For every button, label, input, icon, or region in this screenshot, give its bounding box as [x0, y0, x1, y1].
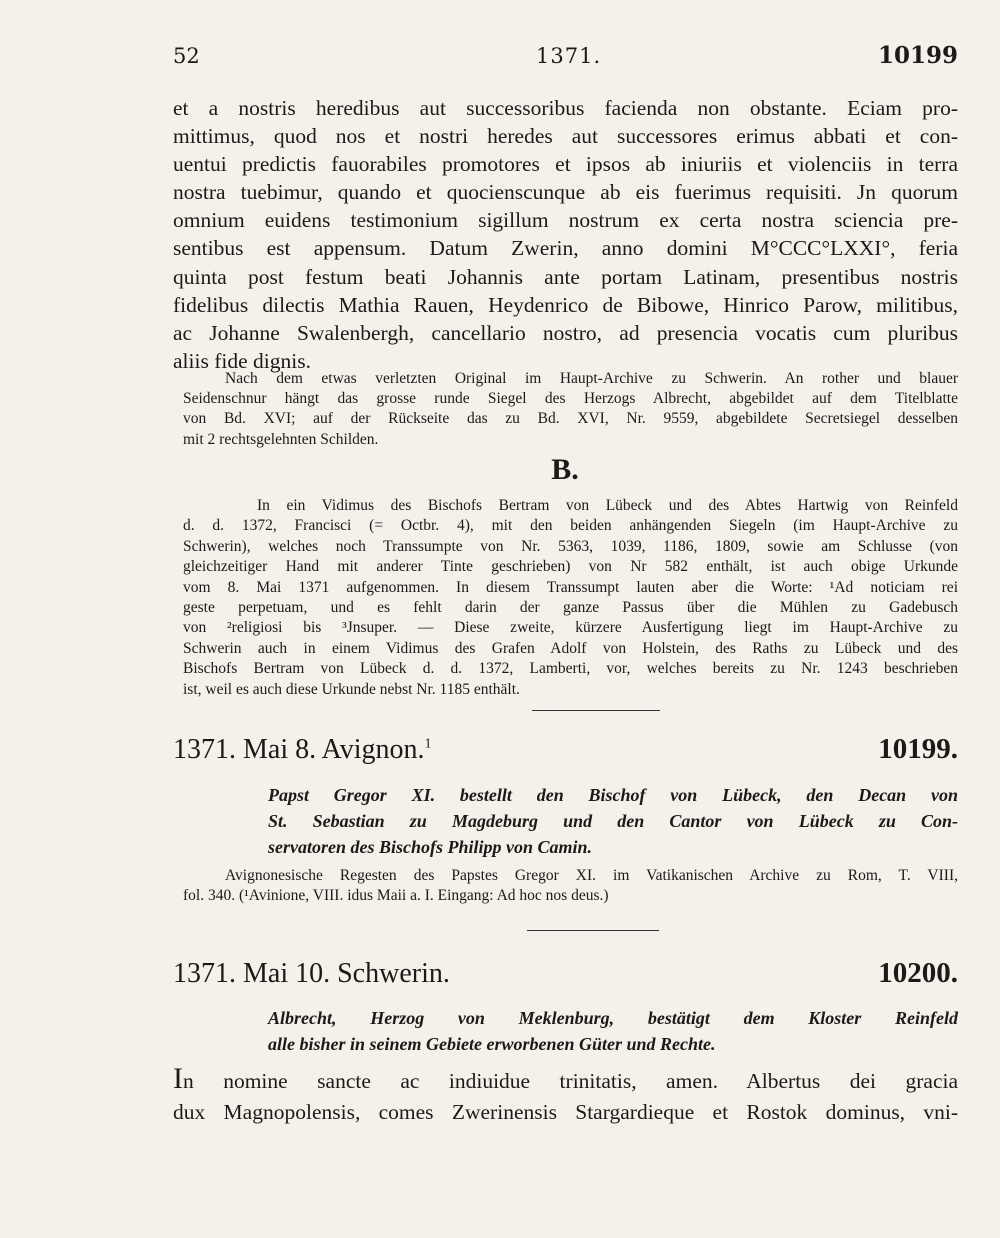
regest-10199 — [268, 782, 958, 860]
note-line: Avignonesische Regesten des Papstes Gregor XI. im Vatikanischen Archive zu Rom, T. VIII, — [225, 867, 958, 884]
regest-line: St. Sebastian zu Magdeburg und den Cantor von Lübeck zu Con- — [268, 811, 958, 831]
note-line: geste perpetuam, und es fehlt darin der ganze Passus über die Mühlen zu Gadebusch — [183, 599, 958, 617]
note-line: von Bd. XVI; auf der Rückseite das zu Bd. XVI, Nr. 9559, abgebildete Secretsiegel desselben — [183, 410, 958, 428]
section-heading-b: B. — [551, 453, 579, 486]
regest-10200 — [268, 1005, 958, 1057]
source-note — [183, 369, 958, 450]
note-line: Schwerin auch in einem Vidimus des Grafen Adolf von Holstein, des Raths zu Lübeck und des — [183, 639, 958, 657]
note-line: d. d. 1372, Francisci (= Octbr. 4), mit den beiden anhängenden Siegeln (im Haupt-Archive zu — [183, 517, 958, 535]
regest-line: Papst Gregor XI. bestellt den Bischof von Lübeck, den Decan von — [268, 785, 958, 805]
note-line: ist, weil es auch diese Urkunde nebst Nr. 1185 enthält. — [183, 680, 520, 698]
text-line: sentibus est appensum. Datum Zwerin, anno domini M°CCC°LXXI°, feria — [173, 236, 958, 261]
text-line: quinta post festum beati Johannis ante portam Latinam, presentibus nostris — [173, 264, 958, 289]
note-line: Nach dem etwas verletzten Original im Haupt-Archive zu Schwerin. An rother und blauer — [225, 370, 958, 387]
text-line: aliis fide dignis. — [173, 348, 311, 373]
running-head-document-number: 10199 — [877, 42, 958, 69]
regest-line: servatoren des Bischofs Philipp von Camin. — [268, 837, 593, 857]
note-line: von ²religiosi bis ³Jnsuper. — Diese zweite, kürzere Ausfertigung liegt im Haupt-Archive zu — [183, 619, 958, 637]
text-line: omnium euidens testimonium sigillum nostrum ex certa nostra sciencia pre- — [173, 208, 958, 233]
source-note-10199 — [183, 866, 958, 906]
note-line: mit 2 rechtsgelehnten Schilden. — [183, 430, 379, 448]
page-number: 52 — [173, 44, 200, 68]
document-date-place: 1371. Mai 8. Avignon.$^1$ — [173, 734, 432, 765]
document-heading-10200 — [173, 958, 958, 998]
note-line: gleichzeitiger Hand mit anderer Tinte geschrieben) von Nr 582 enthält, ist auch obige Urkunde — [183, 558, 958, 576]
footnote-marker: 1 — [424, 736, 432, 752]
note-line: fol. 340. (¹Avinione, VIII. idus Maii a. I. Eingang: Ad hoc nos deus.) — [183, 887, 609, 905]
document-number: 10199. — [878, 733, 958, 765]
charter-text-10200 — [173, 1064, 958, 1128]
text-line: ac Johanne Swalenbergh, cancellario nostro, ad presencia vocatis cum pluribus — [173, 320, 958, 345]
text-line: fidelibus dilectis Mathia Rauen, Heydenrico de Bibowe, Hinrico Parow, militibus, — [173, 292, 958, 317]
note-line: Schwerin), welches noch Transsumpte von Nr. 5363, 1039, 1186, 1809, sowie am Schlusse (von — [183, 537, 958, 555]
document-heading-10199 — [173, 734, 958, 774]
document-date-place: 1371. Mai 10. Schwerin. — [173, 958, 450, 989]
section-b-text — [183, 496, 958, 700]
text-line: nostra tuebimur, quando et quocienscunque ab eis fuerimus requisiti. Jn quorum — [173, 180, 958, 205]
note-line: vom 8. Mai 1371 aufgenommen. In diesem Transsumpt lauten aber die Worte: ¹Ad noticiam rei — [183, 578, 958, 596]
text-line: uentui predictis fauorabiles promotores et ipsos ab iniuriis et violenciis in terra — [173, 152, 958, 177]
divider — [527, 930, 659, 931]
running-head-year: 1371. — [536, 44, 602, 68]
divider — [532, 710, 660, 711]
note-line: Bischofs Bertram von Lübeck d. d. 1372, Lamberti, vor, welches bereits zu Nr. 1243 beschrieben — [183, 660, 958, 678]
charter-text-continuation — [173, 94, 958, 375]
text-line: mittimus, quod nos et nostri heredes aut successores erimus abbati et con- — [173, 124, 958, 149]
text-line: In nomine sancte ac indiuidue trinitatis, amen. Albertus dei gracia — [173, 1062, 958, 1095]
regest-line: alle bisher in seinem Gebiete erworbenen Güter und Rechte. — [268, 1034, 716, 1054]
note-line: Seidenschnur hängt das grosse runde Siegel des Herzogs Albrecht, abgebildet auf dem Titelblatte — [183, 390, 958, 408]
regest-line: Albrecht, Herzog von Meklenburg, bestätigt dem Kloster Reinfeld — [268, 1008, 958, 1028]
text-line: et a nostris heredibus aut successoribus facienda non obstante. Eciam pro- — [173, 96, 958, 120]
note-line: In ein Vidimus des Bischofs Bertram von Lübeck und des Abtes Hartwig von Reinfeld — [257, 497, 958, 514]
running-head — [173, 44, 958, 84]
initial-letter: I — [173, 1062, 183, 1095]
text-line: dux Magnopolensis, comes Zwerinensis Stargardieque et Rostok dominus, vni- — [173, 1100, 958, 1124]
document-number: 10200. — [878, 957, 958, 989]
